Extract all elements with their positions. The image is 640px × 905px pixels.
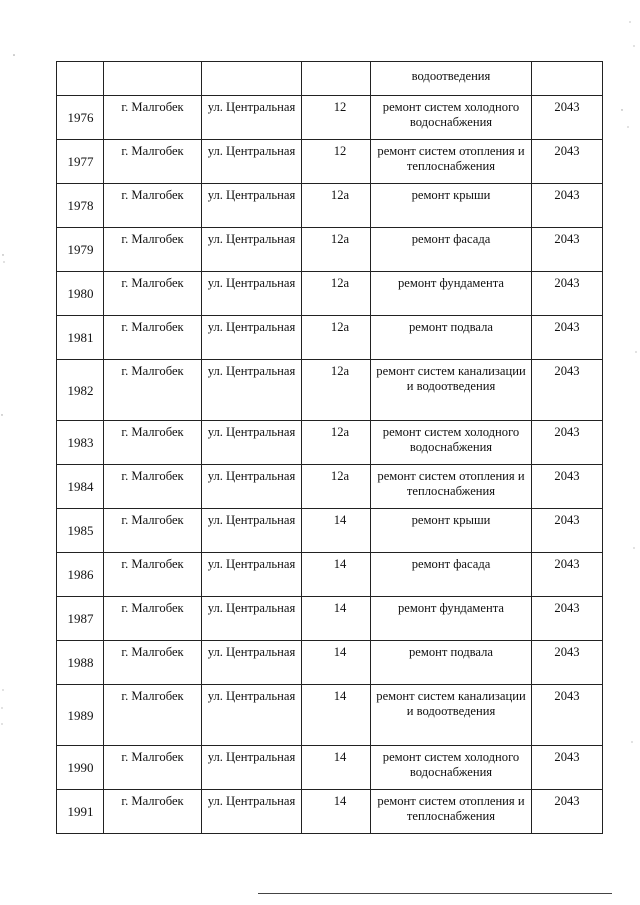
cell-work-type: ремонт систем холодного водоснабжения	[371, 96, 532, 140]
cell-number: 1983	[57, 421, 104, 465]
repair-schedule-table	[56, 61, 603, 834]
cell-city: г. Малгобек	[104, 790, 202, 834]
cell-street: ул. Центральная	[202, 641, 302, 685]
cell-city	[104, 62, 202, 96]
table-row	[57, 509, 603, 553]
cell-number: 1979	[57, 228, 104, 272]
cell-city: г. Малгобек	[104, 641, 202, 685]
table-row	[57, 272, 603, 316]
cell-house: 12а	[302, 184, 371, 228]
cell-city: г. Малгобек	[104, 228, 202, 272]
table-row	[57, 140, 603, 184]
cell-work-type: ремонт крыши	[371, 509, 532, 553]
cell-house: 14	[302, 509, 371, 553]
cell-year: 2043	[532, 272, 603, 316]
cell-street: ул. Центральная	[202, 746, 302, 790]
cell-street: ул. Центральная	[202, 553, 302, 597]
cell-number: 1988	[57, 641, 104, 685]
cell-city: г. Малгобек	[104, 272, 202, 316]
cell-work-type: ремонт систем отопления и теплоснабжения	[371, 140, 532, 184]
cell-house: 12	[302, 140, 371, 184]
cell-number: 1987	[57, 597, 104, 641]
cell-house: 14	[302, 553, 371, 597]
table-row	[57, 597, 603, 641]
cell-year: 2043	[532, 360, 603, 421]
cell-year: 2043	[532, 790, 603, 834]
cell-year: 2043	[532, 228, 603, 272]
cell-work-type: водоотведения	[371, 62, 532, 96]
cell-house: 12а	[302, 228, 371, 272]
cell-year: 2043	[532, 316, 603, 360]
cell-work-type: ремонт систем канализации и водоотведения	[371, 685, 532, 746]
cell-number: 1980	[57, 272, 104, 316]
cell-house: 12а	[302, 316, 371, 360]
cell-city: г. Малгобек	[104, 360, 202, 421]
cell-year: 2043	[532, 184, 603, 228]
table-row	[57, 360, 603, 421]
cell-street: ул. Центральная	[202, 360, 302, 421]
cell-year: 2043	[532, 746, 603, 790]
cell-city: г. Малгобек	[104, 597, 202, 641]
cell-work-type: ремонт систем холодного водоснабжения	[371, 746, 532, 790]
cell-work-type: ремонт фасада	[371, 228, 532, 272]
cell-number: 1986	[57, 553, 104, 597]
table-row	[57, 553, 603, 597]
cell-work-type: ремонт подвала	[371, 316, 532, 360]
cell-city: г. Малгобек	[104, 421, 202, 465]
table-row	[57, 228, 603, 272]
cell-work-type: ремонт фасада	[371, 553, 532, 597]
cell-number: 1982	[57, 360, 104, 421]
cell-number: 1978	[57, 184, 104, 228]
cell-house: 12а	[302, 272, 371, 316]
cell-street: ул. Центральная	[202, 790, 302, 834]
cell-city: г. Малгобек	[104, 465, 202, 509]
continuation-row	[57, 62, 603, 96]
cell-work-type: ремонт систем канализации и водоотведения	[371, 360, 532, 421]
table-body	[57, 62, 603, 834]
cell-house: 12а	[302, 360, 371, 421]
cell-house: 14	[302, 746, 371, 790]
cell-street: ул. Центральная	[202, 316, 302, 360]
table-row	[57, 184, 603, 228]
cell-city: г. Малгобек	[104, 140, 202, 184]
cell-street: ул. Центральная	[202, 184, 302, 228]
cell-street: ул. Центральная	[202, 140, 302, 184]
cell-street: ул. Центральная	[202, 685, 302, 746]
cell-year: 2043	[532, 140, 603, 184]
cell-number: 1977	[57, 140, 104, 184]
cell-year: 2043	[532, 509, 603, 553]
cell-city: г. Малгобек	[104, 96, 202, 140]
cell-year: 2043	[532, 553, 603, 597]
cell-street: ул. Центральная	[202, 96, 302, 140]
cell-house: 14	[302, 685, 371, 746]
cell-year: 2043	[532, 641, 603, 685]
cell-city: г. Малгобек	[104, 316, 202, 360]
cell-house: 12а	[302, 465, 371, 509]
table-row	[57, 685, 603, 746]
cell-year	[532, 62, 603, 96]
table-row	[57, 96, 603, 140]
cell-street: ул. Центральная	[202, 465, 302, 509]
table-row	[57, 641, 603, 685]
cell-house: 14	[302, 597, 371, 641]
cell-street: ул. Центральная	[202, 272, 302, 316]
cell-city: г. Малгобек	[104, 553, 202, 597]
cell-street	[202, 62, 302, 96]
cell-number	[57, 62, 104, 96]
cell-house: 14	[302, 641, 371, 685]
cell-work-type: ремонт систем отопления и теплоснабжения	[371, 790, 532, 834]
cell-city: г. Малгобек	[104, 746, 202, 790]
cell-city: г. Малгобек	[104, 685, 202, 746]
cell-year: 2043	[532, 96, 603, 140]
cell-street: ул. Центральная	[202, 509, 302, 553]
cell-number: 1985	[57, 509, 104, 553]
cell-house: 14	[302, 790, 371, 834]
cell-year: 2043	[532, 421, 603, 465]
cell-house: 12а	[302, 421, 371, 465]
cell-city: г. Малгобек	[104, 184, 202, 228]
cell-number: 1984	[57, 465, 104, 509]
cell-work-type: ремонт фундамента	[371, 597, 532, 641]
table-row	[57, 465, 603, 509]
cell-street: ул. Центральная	[202, 228, 302, 272]
table-row	[57, 421, 603, 465]
cell-year: 2043	[532, 597, 603, 641]
cell-number: 1981	[57, 316, 104, 360]
bottom-rule-line	[258, 893, 612, 894]
cell-house	[302, 62, 371, 96]
cell-number: 1991	[57, 790, 104, 834]
table-row	[57, 746, 603, 790]
cell-work-type: ремонт подвала	[371, 641, 532, 685]
cell-house: 12	[302, 96, 371, 140]
cell-year: 2043	[532, 465, 603, 509]
cell-year: 2043	[532, 685, 603, 746]
table-row	[57, 316, 603, 360]
cell-number: 1989	[57, 685, 104, 746]
cell-work-type: ремонт крыши	[371, 184, 532, 228]
table-row	[57, 790, 603, 834]
cell-work-type: ремонт фундамента	[371, 272, 532, 316]
cell-number: 1990	[57, 746, 104, 790]
cell-number: 1976	[57, 96, 104, 140]
cell-work-type: ремонт систем отопления и теплоснабжения	[371, 465, 532, 509]
cell-street: ул. Центральная	[202, 421, 302, 465]
cell-city: г. Малгобек	[104, 509, 202, 553]
cell-street: ул. Центральная	[202, 597, 302, 641]
cell-work-type: ремонт систем холодного водоснабжения	[371, 421, 532, 465]
